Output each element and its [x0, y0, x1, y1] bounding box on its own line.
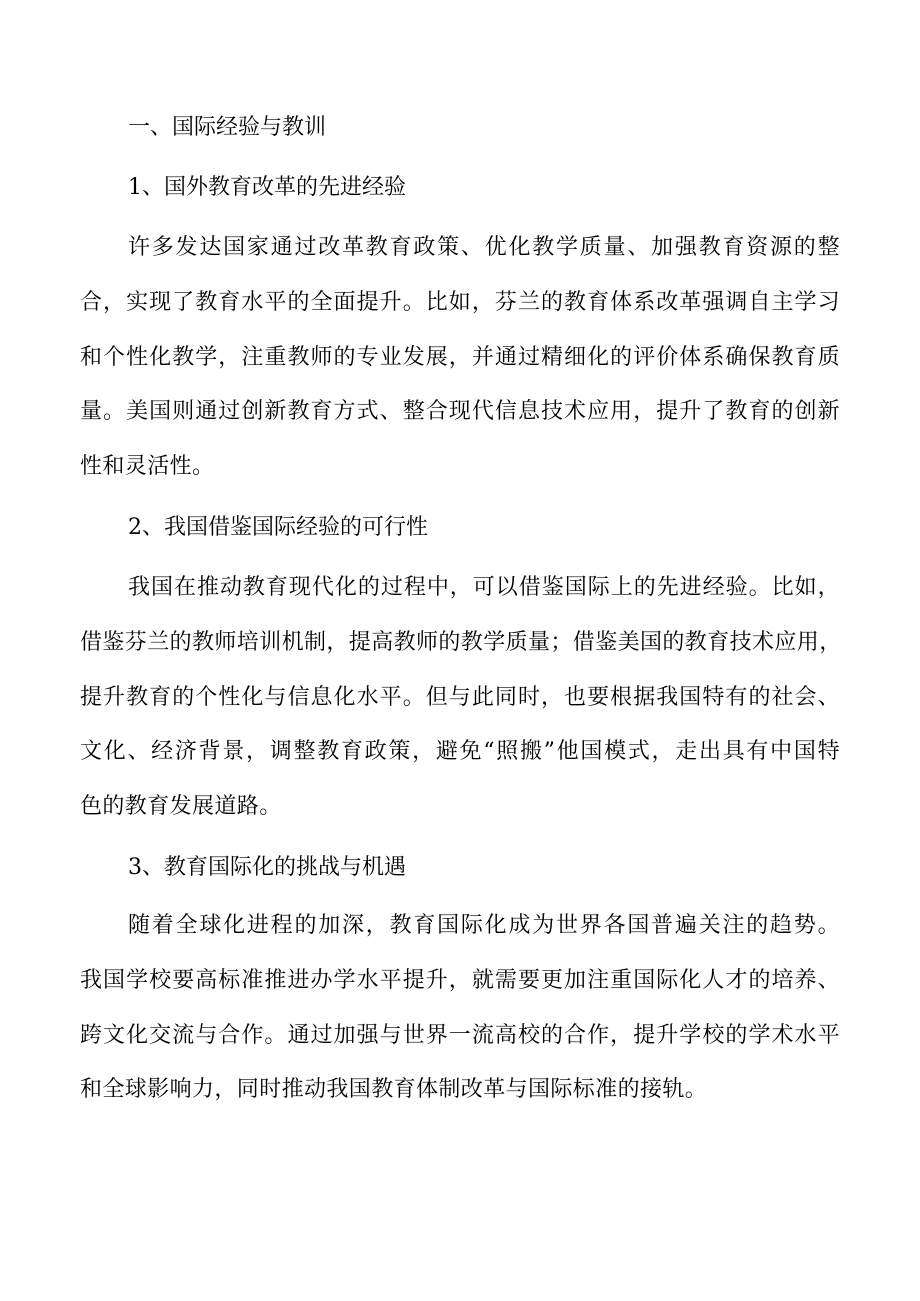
subsection-2-title: 2、我国借鉴国际经验的可行性 — [128, 515, 428, 540]
paragraph-line: 提升教育的个性化与信息化水平。但与此同时，也要根据我国特有的社会、 — [80, 684, 840, 710]
paragraph-line: 性和灵活性。 — [80, 454, 215, 480]
subsection-1-title: 1、国外教育改革的先进经验 — [128, 175, 406, 200]
paragraph-line: 和全球影响力，同时推动我国教育体制改革与国际标准的接轨。 — [80, 1077, 708, 1103]
subsection-1-paragraph — [80, 230, 840, 504]
paragraph-line: 和个性化教学，注重教师的专业发展，并通过精细化的评价体系确保教育质 — [80, 344, 840, 370]
paragraph-line: 色的教育发展道路。 — [80, 794, 282, 820]
paragraph-line: 借鉴芬兰的教师培训机制，提高教师的教学质量；借鉴美国的教育技术应用， — [80, 629, 842, 655]
paragraph-line: 量。美国则通过创新教育方式、整合现代信息技术应用，提升了教育的创新 — [80, 399, 840, 425]
paragraph-line: 随着全球化进程的加深，教育国际化成为世界各国普遍关注的趋势。 — [128, 913, 840, 938]
paragraph-line: 许多发达国家通过改革教育政策、优化教学质量、加强教育资源的整 — [128, 235, 840, 260]
paragraph-line: 合，实现了教育水平的全面提升。比如，芬兰的教育体系改革强调自主学习 — [80, 289, 840, 315]
paragraph-line: 跨文化交流与合作。通过加强与世界一流高校的合作，提升学校的学术水平 — [80, 1022, 840, 1048]
subsection-3-title: 3、教育国际化的挑战与机遇 — [128, 855, 406, 880]
subsection-3-paragraph — [80, 908, 840, 1127]
paragraph-line: 文化、经济背景，调整教育政策，避免“照搬”他国模式，走出具有中国特 — [80, 739, 840, 765]
subsection-2-paragraph — [80, 570, 840, 844]
paragraph-line: 我国学校要高标准推进办学水平提升，就需要更加注重国际化人才的培养、 — [80, 967, 840, 993]
paragraph-line: 我国在推动教育现代化的过程中，可以借鉴国际上的先进经验。比如， — [128, 575, 840, 600]
section-title: 一、国际经验与教训 — [128, 115, 327, 140]
